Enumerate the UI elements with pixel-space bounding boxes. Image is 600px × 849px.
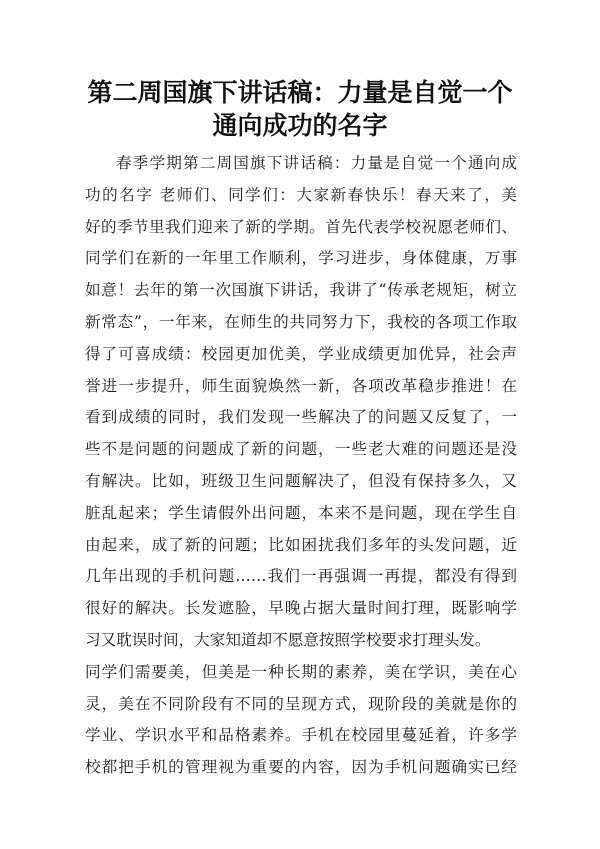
body-line: 春季学期第二周国旗下讲话稿：力量是自觉一个通向成 (116, 154, 517, 172)
document-title-line-1: 第二周国旗下讲话稿：力量是自觉一个 (87, 78, 513, 107)
body-line: 新常态”，一年来，在师生的共同努力下，我校的各项工作取 (85, 312, 517, 331)
body-line: 看到成绩的同时，我们发现一些解决了的问题又反复了，一 (85, 408, 517, 427)
body-line: 好的季节里我们迎来了新的学期。首先代表学校祝愿老师们、 (85, 217, 517, 236)
body-line: 些不是问题的问题成了新的问题，一些老大难的问题还是没 (85, 440, 517, 459)
body-line: 誉进一步提升，师生面貌焕然一新，各项改革稳步推进！在 (85, 376, 517, 395)
body-line: 校都把手机的管理视为重要的内容，因为手机问题确实已经 (85, 758, 517, 777)
document-title-line-2: 通向成功的名字 (212, 111, 388, 140)
body-line: 同学们需要美，但美是一种长期的素养，美在学识，美在心 (85, 662, 517, 681)
body-line: 如意！去年的第一次国旗下讲话，我讲了“传承老规矩，树立 (85, 281, 517, 300)
body-line: 脏乱起来；学生请假外出问题，本来不是问题，现在学生自 (85, 503, 517, 522)
body-line: 灵，美在不同阶段有不同的呈现方式，现阶段的美就是你的 (85, 694, 517, 713)
body-line: 功的名字 老师们、同学们：大家新春快乐！春天来了，美 (85, 185, 517, 204)
body-line: 由起来，成了新的问题；比如困扰我们多年的头发问题，近 (85, 535, 517, 554)
body-line: 有解决。比如，班级卫生问题解决了，但没有保持多久，又 (85, 471, 517, 490)
body-line: 同学们在新的一年里工作顺利，学习进步，身体健康，万事 (85, 249, 517, 268)
body-line: 很好的解决。长发遮脸，早晚占据大量时间打理，既影响学 (85, 599, 517, 618)
document-body (85, 148, 517, 784)
body-line: 学业、学识水平和品格素养。手机在校园里蔓延着，许多学 (85, 726, 517, 745)
body-line: 习又耽误时间，大家知道却不愿意按照学校要求打理头发。 (85, 630, 491, 649)
body-line: 几年出现的手机问题……我们一再强调一再提，都没有得到 (85, 567, 517, 586)
body-line: 得了可喜成绩：校园更加优美，学业成绩更加优异，社会声 (85, 344, 517, 363)
